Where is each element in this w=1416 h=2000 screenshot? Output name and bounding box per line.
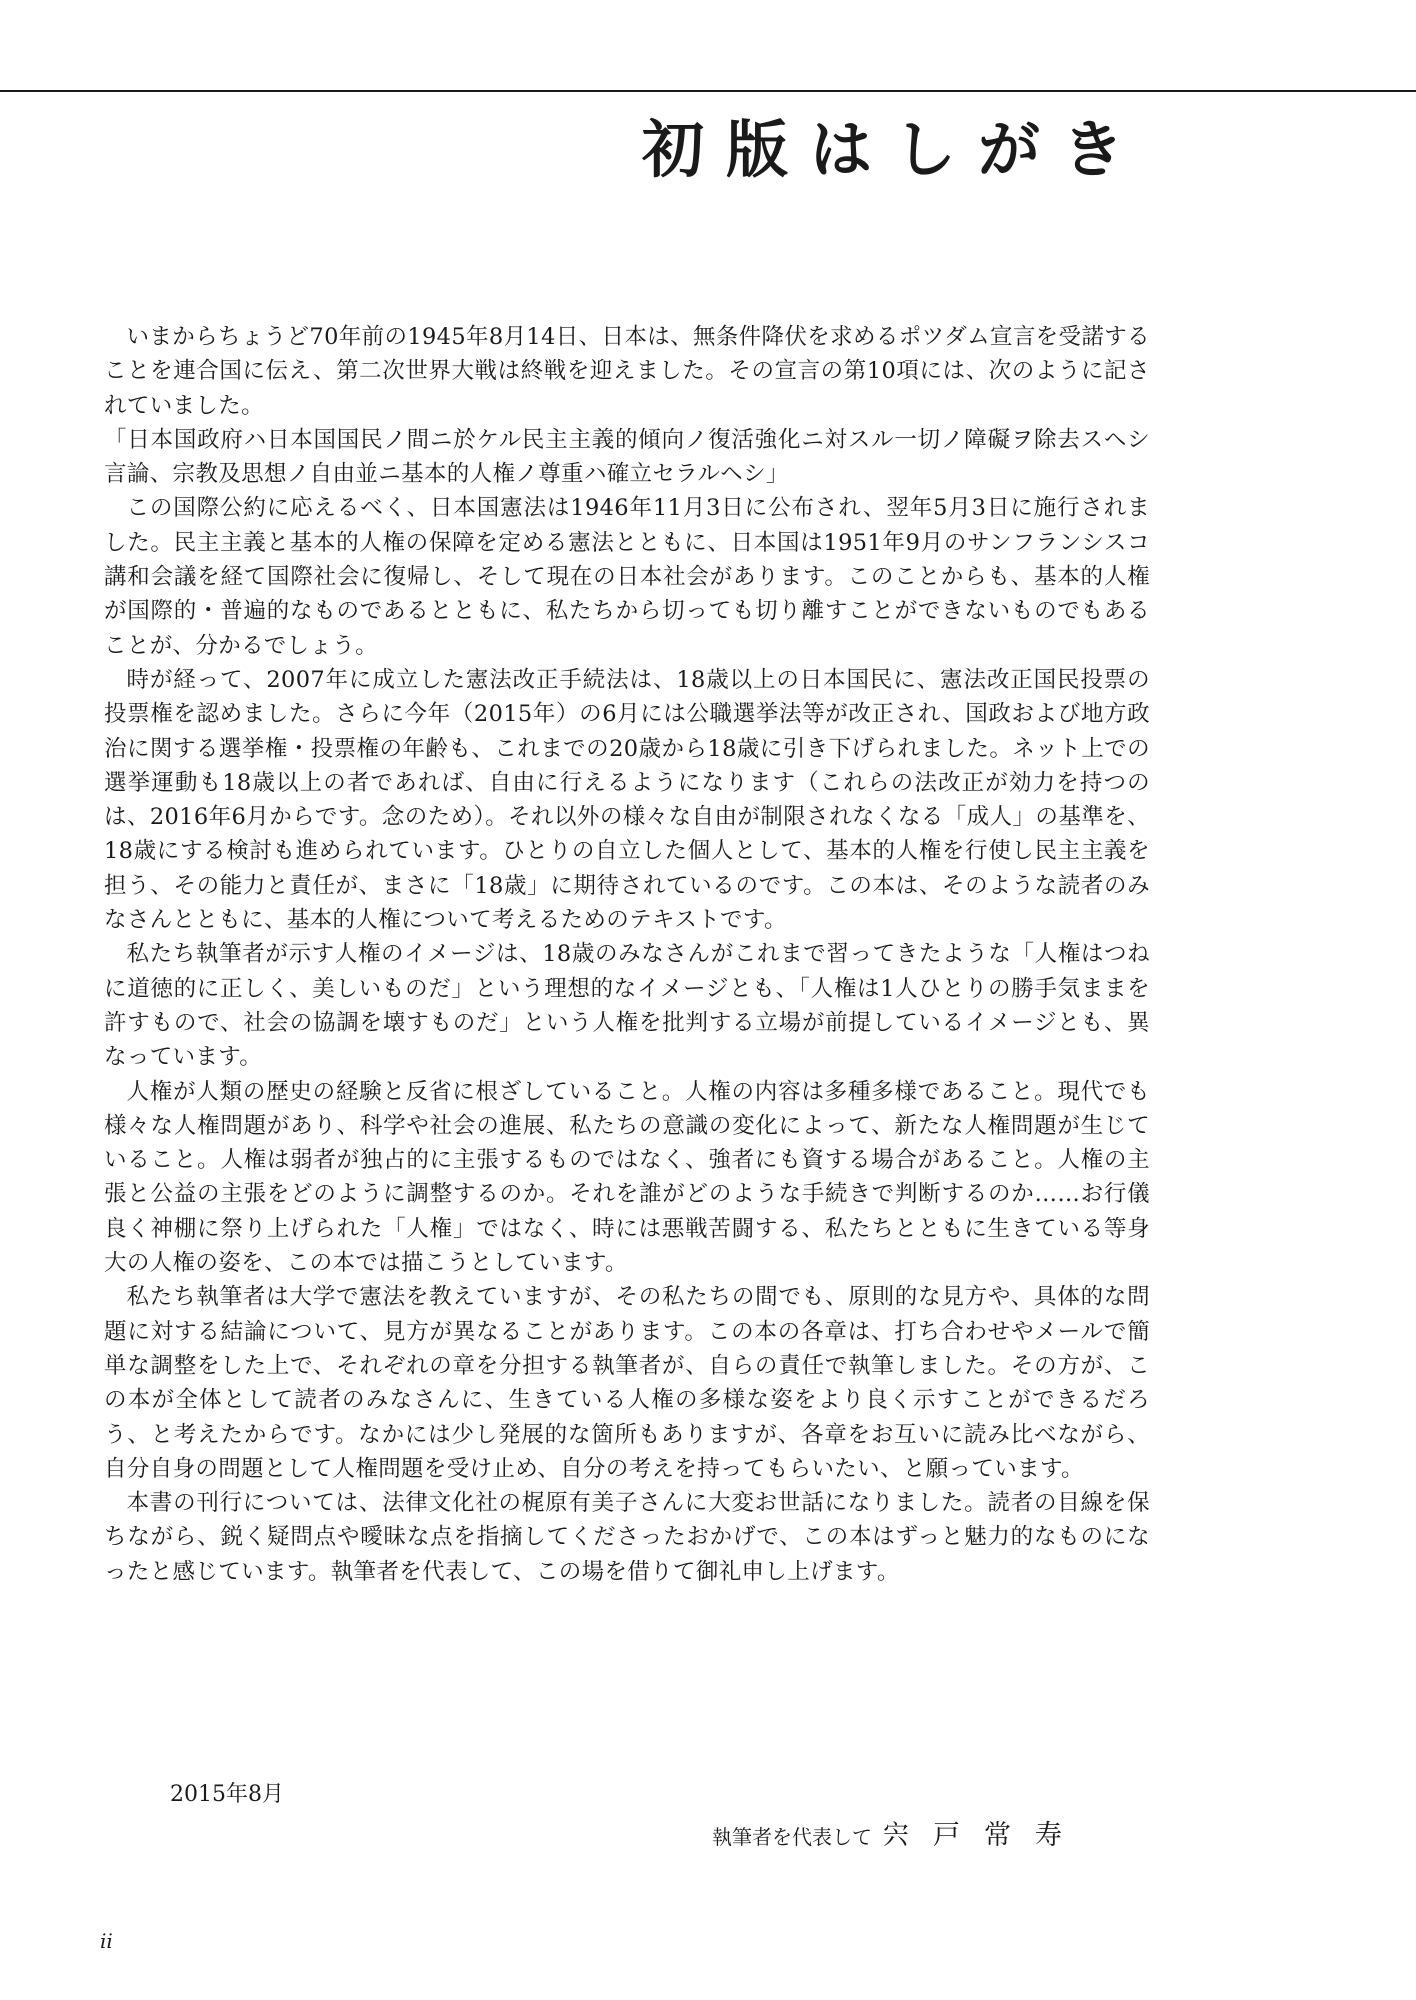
paragraph-5: 私たち執筆者が示す人権のイメージは、18歳のみなさんがこれまで習ってきたような「人権はつねに道徳的に正しく、美しいものだ」という理想的なイメージとも、「人権は1人ひとりの勝手気ままを許すもので、社会の協調を壊すものだ」という人権を批判する立場が前提しているイメージとも、異なっています。 [104,941,1150,1071]
top-rule [0,90,1416,92]
signature-label: 執筆者を代表して [712,1825,872,1849]
paragraph-8: 本書の刊行については、法律文化社の梶原有美子さんに大変お世話になりました。読者の目線を保ちながら、鋭く疑問点や曖昧な点を指摘してくださったおかげで、この本はずっと魅力的なものになったと感じています。執筆者を代表して、この場を借りて御礼申し上げます。 [104,1490,1150,1585]
page-title: 初版はしがき [641,113,1146,186]
paragraph-6: 人権が人類の歴史の経験と反省に根ざしていること。人権の内容は多種多様であること。現代でも様々な人権問題があり、科学や社会の進展、私たちの意識の変化によって、新たな人権問題が生じていること。人権は弱者が独占的に主張するものではなく、強者にも資する場合があること。人権の主張と公益の主張をどのように調整するのか。それを誰がどのような手続きで判断するのか……お行儀良く神棚に祭り上げられた「人権」ではなく、時には悪戦苦闘する、私たちとともに生きている等身大の人権の姿を、この本では描こうとしています。 [104,1078,1150,1277]
paragraph-4: 時が経って、2007年に成立した憲法改正手続法は、18歳以上の日本国民に、憲法改正国民投票の投票権を認めました。さらに今年（2015年）の6月には公職選挙法等が改正され、国政および地方政治に関する選挙権・投票権の年齢も、これまでの20歳から18歳に引き下げられました。ネット上での選挙運動も18歳以上の者であれば、自由に行えるようになります（これらの法改正が効力を持つのは、2016年6月からです。念のため）。それ以外の様々な自由が制限されなくなる「成人」の基準を、18歳にする検討も進められています。ひとりの自立した個人として、基本的人権を行使し民主主義を担う、その能力と責任が、まさに「18歳」に期待されているのです。この本は、そのような読者のみなさんとともに、基本的人権について考えるためのテキストです。 [104,666,1150,934]
paragraph-1: いまからちょうど70年前の1945年8月14日、日本は、無条件降伏を求めるポツダム宣言を受諾することを連合国に伝え、第二次世界大戦は終戦を迎えました。その宣言の第10項には、次のように記されていました。 [104,324,1150,419]
body-text [104,320,1150,1589]
paragraph-quote: 「日本国政府ハ日本国国民ノ間ニ於ケル民主主義的傾向ノ復活強化ニ対スル一切ノ障礙ヲ除去スヘシ言論、宗教及思想ノ自由並ニ基本的人権ノ尊重ハ確立セラルヘシ」 [104,426,1150,488]
page-number: ii [100,1929,113,1953]
signature [712,1816,1086,1857]
date-line: 2015年8月 [170,1782,284,1807]
paragraph-7: 私たち執筆者は大学で憲法を教えていますが、その私たちの間でも、原則的な見方や、具体的な問題に対する結論について、見方が異なることがあります。この本の各章は、打ち合わせやメールで簡単な調整をした上で、それぞれの章を分担する執筆者が、自らの責任で執筆しました。その方が、この本が全体として読者のみなさんに、生きている人権の多様な姿をより良く示すことができるだろう、と考えたからです。なかには少し発展的な箇所もありますが、各章をお互いに読み比べながら、自分自身の問題として人権問題を受け止め、自分の考えを持ってもらいたい、と願っています。 [104,1284,1150,1482]
signature-name: 宍戸常寿 [882,1820,1086,1851]
paragraph-3: この国際公約に応えるべく、日本国憲法は1946年11月3日に公布され、翌年5月3日に施行されました。民主主義と基本的人権の保障を定める憲法とともに、日本国は1951年9月のサンフランシスコ講和会議を経て国際社会に復帰し、そして現在の日本社会があります。このことからも、基本的人権が国際的・普遍的なものであるとともに、私たちから切っても切り離すことができないものでもあることが、分かるでしょう。 [104,495,1150,659]
